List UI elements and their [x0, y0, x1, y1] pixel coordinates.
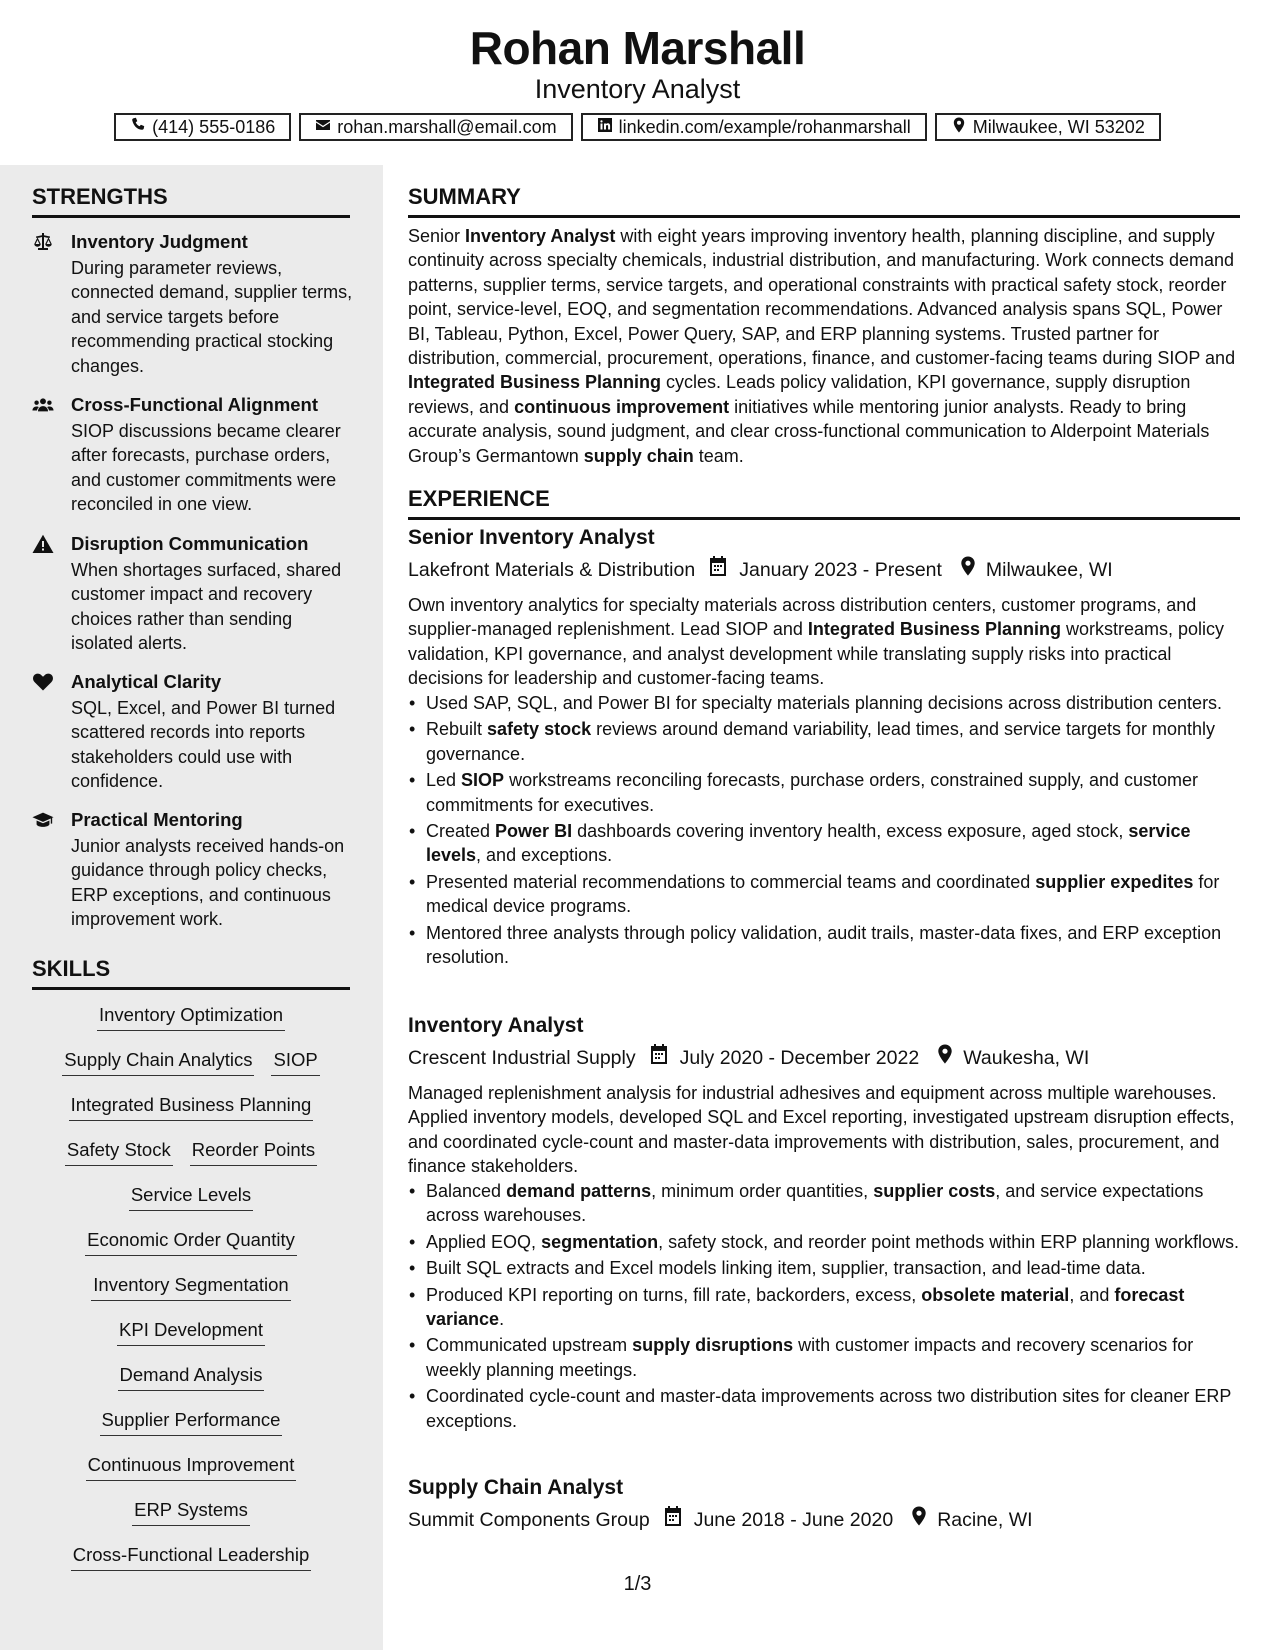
skill-row: [32, 1228, 350, 1256]
job-meta: [408, 1044, 1089, 1071]
skill-row: [32, 1408, 350, 1436]
job-location: Milwaukee, WI: [985, 558, 1113, 581]
job-title: Supply Chain Analyst: [408, 1476, 624, 1499]
job-summary: Managed replenishment analysis for industrial adhesives and equipment across multiple warehouses. Applied inventory models, developed SQL and Excel reporting, investigated upstream disruption effects, and coordinated cycle-count and master-data improvements with distribution, sales, procurement, and finance stakeholders.: [408, 1083, 1235, 1177]
emphasis-text: safety stock: [487, 719, 592, 740]
strength-description: SQL, Excel, and Power BI turned scattered records into reports stakeholders could use with confidence.: [71, 698, 336, 792]
contact-bar: [0, 113, 1275, 141]
contact-phone[interactable]: [114, 113, 291, 141]
linkedin-icon: [597, 117, 613, 138]
job-meta: [408, 1506, 1033, 1533]
calendar-icon: [636, 1044, 680, 1071]
company-name: Crescent Industrial Supply: [408, 1046, 636, 1069]
bullet-item: • Communicated upstream supply disruptions with customer impacts and recovery scenarios for weekly planning meetings.: [408, 1333, 1240, 1382]
contact-email-text: rohan.marshall@email.com: [337, 116, 557, 137]
map-pin-icon: [951, 117, 967, 138]
strength-title: Analytical Clarity: [71, 671, 222, 692]
job-dates: July 2020 - December 2022: [679, 1046, 920, 1069]
skill-tag: Continuous Improvement: [86, 1453, 297, 1481]
strength-description: Junior analysts received hands-on guidance through policy checks, ERP exceptions, and continuous improvement work.: [71, 836, 345, 930]
map-pin-icon: [942, 556, 986, 583]
skill-row: [32, 1048, 350, 1076]
company-name: Summit Components Group: [408, 1508, 650, 1531]
skill-row: [32, 1363, 350, 1391]
strength-title: Inventory Judgment: [71, 231, 248, 252]
skill-tag: Demand Analysis: [118, 1363, 265, 1391]
strength-description: When shortages surfaced, shared customer impact and recovery choices rather than sending isolated alerts.: [71, 560, 342, 654]
emphasis-text: supplier expedites: [1035, 871, 1194, 892]
skill-row: [32, 1093, 350, 1121]
job-summary: Own inventory analytics for specialty materials across distribution centers, customer programs, and supplier-managed replenishment. Lead SIOP and Integrated Business Planning workstreams, policy validation, KPI governance, and analyst development while translating supply risks into practical decisions for leadership and customer-facing teams.: [408, 595, 1225, 689]
warning-icon: [32, 534, 56, 554]
company-name: Lakefront Materials & Distribution: [408, 558, 696, 581]
bullet-item: • Used SAP, SQL, and Power BI for specialty materials planning decisions across distribution centers.: [408, 691, 1240, 715]
skill-tag: Cross-Functional Leadership: [71, 1543, 312, 1571]
emphasis-text: continuous improvement: [514, 396, 730, 417]
skill-row: [32, 1273, 350, 1301]
emphasis-text: supply disruptions: [632, 1335, 794, 1356]
heart-icon: [32, 672, 56, 692]
emphasis-text: Inventory Analyst: [465, 226, 616, 246]
users-icon: [32, 395, 56, 415]
skill-row: [32, 1138, 350, 1166]
skill-tag: Safety Stock: [65, 1138, 173, 1166]
envelope-icon: [315, 117, 331, 138]
graduation-cap-icon: [32, 810, 56, 830]
strength-description: SIOP discussions became clearer after forecasts, purchase orders, and customer commitments were reconciled in one view.: [71, 421, 341, 515]
page-number: 1/3: [623, 1573, 652, 1595]
contact-linkedin-text: linkedin.com/example/rohanmarshall: [618, 116, 911, 137]
bullet-item: • Presented material recommendations to commercial teams and coordinated supplier expedites for medical device programs.: [408, 870, 1240, 919]
skill-row: [32, 1453, 350, 1481]
job-dates: June 2018 - June 2020: [693, 1508, 894, 1531]
emphasis-text: Power BI: [495, 821, 573, 842]
bullet-item: • Led SIOP workstreams reconciling forecasts, purchase orders, constrained supply, and customer commitments for executives.: [408, 768, 1240, 817]
skill-tag: Inventory Segmentation: [91, 1273, 290, 1301]
skill-tag: Supplier Performance: [100, 1408, 283, 1436]
emphasis-text: SIOP: [461, 770, 505, 791]
skill-tag: Integrated Business Planning: [69, 1093, 314, 1121]
candidate-name: Rohan Marshall: [469, 22, 806, 74]
contact-linkedin[interactable]: [581, 113, 927, 141]
skills-heading: SKILLS: [32, 955, 350, 990]
job-title: Senior Inventory Analyst: [408, 526, 655, 549]
emphasis-text: Integrated Business Planning: [807, 619, 1061, 640]
phone-icon: [130, 117, 146, 138]
emphasis-text: Integrated Business Planning: [408, 372, 662, 393]
summary-heading: SUMMARY: [408, 183, 1240, 218]
skill-tag: Reorder Points: [190, 1138, 317, 1166]
sidebar: [0, 165, 383, 1650]
skill-row: [32, 1183, 350, 1211]
bullet-item: • Mentored three analysts through policy validation, audit trails, master-data fixes, and ERP exception resolution.: [408, 921, 1240, 970]
skill-tag: KPI Development: [117, 1318, 265, 1346]
emphasis-text: service levels: [426, 821, 1191, 866]
skill-row: [32, 1543, 350, 1571]
strength-title: Disruption Communication: [71, 533, 309, 554]
map-pin-icon: [919, 1044, 963, 1071]
emphasis-text: segmentation: [541, 1231, 659, 1252]
bullet-item: • Applied EOQ, segmentation, safety stock, and reorder point methods within ERP planning workflows.: [408, 1230, 1240, 1254]
calendar-icon: [650, 1506, 694, 1533]
contact-phone-text: (414) 555-0186: [152, 116, 276, 137]
skill-tag: SIOP: [271, 1048, 319, 1076]
contact-location-text: Milwaukee, WI 53202: [972, 116, 1145, 137]
emphasis-text: supply chain: [583, 445, 694, 466]
skill-tag: Supply Chain Analytics: [62, 1048, 254, 1076]
emphasis-text: demand patterns: [506, 1181, 652, 1201]
job-title: Inventory Analyst: [408, 1014, 584, 1037]
strength-title: Cross-Functional Alignment: [71, 394, 319, 415]
emphasis-text: forecast variance: [426, 1284, 1185, 1330]
summary-text: Senior Inventory Analyst with eight years improving inventory health, planning discipline, and supply continuity across specialty chemicals, industrial distribution, and manufacturing. Work connects demand patterns, supplier terms, service targets, and operational constraints with practical safety stock, reorder point, service-level, EOQ, and segmentation recommendations. Advanced analysis spans SQL, Power BI, Tableau, Python, Excel, Power Query, SAP, and ERP planning systems. Trusted partner for distribution, commercial, procurement, operations, finance, and customer-facing teams during SIOP and Integrated Business Planning cycles. Leads policy validation, KPI governance, supply disruption reviews, and continuous improvement initiatives while mentoring junior analysts. Ready to bring accurate analysis, sound judgment, and clear cross-functional communication to Alderpoint Materials Group’s Germantown supply chain team.: [408, 226, 1236, 466]
bullet-item: • Produced KPI reporting on turns, fill rate, backorders, excess, obsolete material, and forecast variance.: [408, 1283, 1240, 1332]
job-dates: January 2023 - Present: [739, 558, 942, 581]
job-bullets: [408, 1179, 1240, 1435]
balance-scale-icon: [32, 232, 56, 252]
skill-tag: ERP Systems: [132, 1498, 250, 1526]
emphasis-text: supplier costs: [873, 1181, 996, 1201]
job-location: Waukesha, WI: [963, 1046, 1090, 1069]
strength-description: During parameter reviews, connected demand, supplier terms, and service targets before recommending practical stocking changes.: [71, 258, 353, 376]
skill-tag: Service Levels: [129, 1183, 253, 1211]
bullet-item: • Created Power BI dashboards covering inventory health, excess exposure, aged stock, service levels, and exceptions.: [408, 819, 1240, 868]
bullet-item: • Balanced demand patterns, minimum order quantities, supplier costs, and service expectations across warehouses.: [408, 1179, 1240, 1228]
map-pin-icon: [893, 1506, 937, 1533]
job-bullets: [408, 691, 1240, 971]
skill-row: [32, 1318, 350, 1346]
experience-heading: EXPERIENCE: [408, 485, 1240, 520]
job-location: Racine, WI: [937, 1508, 1033, 1531]
skill-row: [32, 1498, 350, 1526]
skill-row: [32, 1003, 350, 1031]
skill-tag: Inventory Optimization: [97, 1003, 285, 1031]
emphasis-text: obsolete material: [921, 1284, 1070, 1305]
bullet-item: • Rebuilt safety stock reviews around demand variability, lead times, and service targets for monthly governance.: [408, 717, 1240, 766]
strength-title: Practical Mentoring: [71, 809, 243, 830]
bullet-item: • Built SQL extracts and Excel models linking item, supplier, transaction, and lead-time data.: [408, 1256, 1240, 1280]
candidate-title: Inventory Analyst: [534, 74, 741, 104]
job-meta: [408, 556, 1113, 583]
contact-email[interactable]: [299, 113, 572, 141]
strengths-heading: STRENGTHS: [32, 183, 350, 218]
bullet-item: • Coordinated cycle-count and master-data improvements across two distribution sites for cleaner ERP exceptions.: [408, 1384, 1240, 1433]
contact-location: [935, 113, 1161, 141]
skill-tag: Economic Order Quantity: [85, 1228, 297, 1256]
calendar-icon: [695, 556, 739, 583]
